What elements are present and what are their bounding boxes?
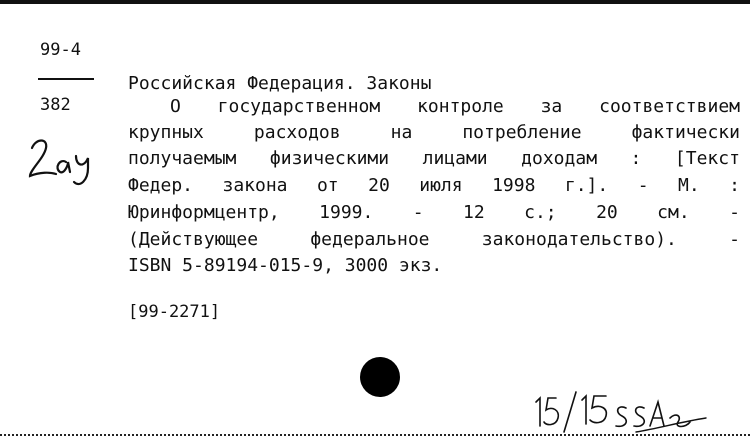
word: соответствием [599,96,740,117]
word: потребление [462,122,582,143]
entry-heading: Российская Федерация. Законы [128,73,432,94]
call-number-top: 99-4 [40,40,81,60]
body-line-4 [128,175,740,196]
word: лицами [422,148,488,169]
word: 1999. [319,202,374,223]
word: О [170,96,181,117]
isbn-line: ISBN 5-89194-015-9, 3000 экз. [128,255,443,276]
word: : [630,148,642,169]
word: - [729,202,740,223]
word: см. [657,202,690,223]
word: крупных [128,122,204,143]
word: законодательство). [481,229,677,250]
word: - [412,202,424,223]
word: от [316,175,339,196]
word: - [637,175,649,196]
inventory-handwriting [530,388,710,438]
word: 1998 [492,175,536,196]
word: физическими [269,148,390,169]
word: : [729,175,740,196]
body-line-5 [128,202,740,223]
word: 12 [463,202,485,223]
word: с.; [524,202,557,223]
word: Федер. [128,175,194,196]
word: получаемым [128,148,237,169]
call-number-divider [38,78,94,80]
word: - [729,229,740,250]
body-line-3 [128,148,740,169]
word: за [540,96,563,117]
word: государственном [217,96,381,117]
word: (Действующее [128,229,259,250]
word: 20 [596,202,618,223]
word: М. [677,175,700,196]
word: закона [222,175,288,196]
word: [Текст [674,148,740,169]
handwritten-mark [26,132,106,192]
word: 20 [368,175,390,196]
body-line-2 [128,122,740,143]
word: контроле [417,96,504,117]
word: фактически [631,122,740,143]
word: доходам [521,148,598,169]
word: Юринформцентр, [128,202,280,223]
reference-number: [99-2271] [128,302,221,322]
word: на [390,122,413,143]
body-line-1 [128,96,740,117]
punch-hole [360,357,400,397]
card-top-edge [0,0,750,4]
card-bottom-edge [0,434,750,438]
word: июля [419,175,463,196]
word: федеральное [310,229,430,250]
word: г.]. [564,175,609,196]
body-line-6 [128,229,740,250]
call-number-bottom: 382 [40,95,71,115]
word: расходов [253,122,341,143]
